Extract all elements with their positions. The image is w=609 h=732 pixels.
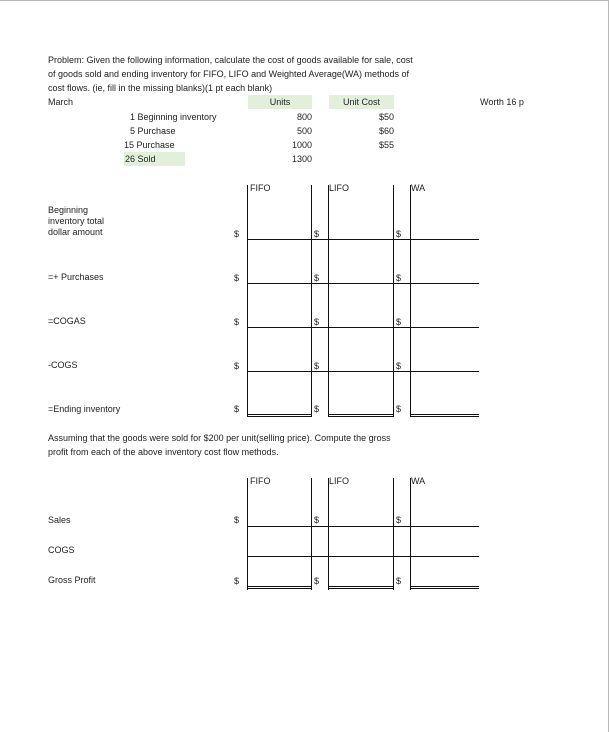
assumption-line-1: Assuming that the goods were sold for $200 per unit(selling price). Compute the gross bbox=[48, 433, 391, 443]
profit-cogs-fifo-blank[interactable] bbox=[247, 556, 311, 557]
sales-lifo-dollar: $ bbox=[314, 515, 320, 525]
beginning-label-1: Beginning bbox=[48, 205, 89, 215]
row-purchase-15-cost: $55 bbox=[378, 140, 394, 150]
profit-wa-left-line bbox=[410, 478, 411, 590]
gross-lifo-blank[interactable] bbox=[328, 586, 393, 589]
problem-line-2: of goods sold and ending inventory for FIFO, LIFO and Weighted Average(WA) methods of bbox=[48, 69, 410, 79]
sales-wa-blank[interactable] bbox=[393, 526, 479, 527]
sales-wa-dollar: $ bbox=[396, 515, 402, 525]
cogs-fifo-blank[interactable] bbox=[247, 371, 311, 372]
cogs-wa-dollar: $ bbox=[396, 361, 402, 371]
cogs-lifo-blank[interactable] bbox=[311, 371, 393, 372]
profit-cogs-wa-blank[interactable] bbox=[393, 556, 479, 557]
assumption-line-2: profit from each of the above inventory cost flow methods. bbox=[48, 447, 279, 457]
beginning-fifo-dollar: $ bbox=[234, 229, 240, 239]
inv-header-fifo: FIFO bbox=[250, 183, 271, 193]
row-purchase-15-label: 15 Purchase bbox=[124, 140, 175, 150]
row-purchase-5-cost: $60 bbox=[378, 126, 394, 136]
ending-wa-dollar: $ bbox=[396, 404, 402, 414]
sales-label: Sales bbox=[48, 515, 71, 525]
row-purchase-5-label: 5 Purchase bbox=[130, 126, 176, 136]
profit-lifo-right-line bbox=[393, 478, 394, 590]
cogs-label: -COGS bbox=[48, 360, 78, 370]
purchases-fifo-blank[interactable] bbox=[247, 283, 311, 284]
beginning-wa-dollar: $ bbox=[396, 229, 402, 239]
cogas-wa-blank[interactable] bbox=[393, 327, 479, 328]
cogas-lifo-dollar: $ bbox=[314, 317, 320, 327]
profit-cogs-lifo-blank[interactable] bbox=[311, 556, 393, 557]
wa-column-left-line bbox=[410, 185, 411, 417]
ending-fifo-dollar: $ bbox=[234, 404, 240, 414]
lifo-column-right-line bbox=[393, 185, 394, 417]
units-header: Units bbox=[269, 97, 291, 107]
purchases-wa-dollar: $ bbox=[396, 273, 402, 283]
cogas-fifo-dollar: $ bbox=[234, 317, 240, 327]
row-sold-label: 26 Sold bbox=[125, 154, 156, 164]
beginning-label-2: inventory total bbox=[48, 216, 105, 226]
profit-lifo-left-line bbox=[328, 478, 329, 590]
row-beginning-cost: $50 bbox=[378, 112, 394, 122]
profit-cogs-label: COGS bbox=[48, 545, 75, 555]
month-label: March bbox=[48, 97, 74, 107]
inv-header-wa: WA bbox=[411, 183, 426, 193]
problem-line-3: cost flows. (ie, fill in the missing blanks)(1 pt each blank) bbox=[48, 83, 273, 93]
gross-lifo-dollar: $ bbox=[314, 576, 320, 586]
fifo-column-right-line bbox=[311, 185, 312, 417]
profit-fifo-left-line bbox=[247, 478, 248, 590]
row-sold-units: 1300 bbox=[291, 154, 312, 164]
purchases-lifo-dollar: $ bbox=[314, 273, 320, 283]
beginning-wa-blank[interactable] bbox=[393, 239, 479, 240]
gross-profit-label: Gross Profit bbox=[48, 575, 96, 585]
worth-label: Worth 16 p bbox=[480, 97, 524, 107]
cogas-lifo-blank[interactable] bbox=[311, 327, 393, 328]
purchases-fifo-dollar: $ bbox=[234, 273, 240, 283]
gross-wa-dollar: $ bbox=[396, 576, 402, 586]
problem-line-1: Problem: Given the following information, calculate the cost of goods available for sale, cost bbox=[48, 55, 413, 65]
purchases-label: =+ Purchases bbox=[48, 272, 104, 282]
sales-fifo-blank[interactable] bbox=[247, 526, 311, 527]
ending-lifo-blank[interactable] bbox=[328, 414, 393, 417]
fifo-column-left-line bbox=[247, 185, 248, 417]
ending-fifo-blank[interactable] bbox=[247, 414, 311, 417]
gross-fifo-blank[interactable] bbox=[247, 586, 311, 589]
cogs-wa-blank[interactable] bbox=[393, 371, 479, 372]
ending-inventory-label: =Ending inventory bbox=[48, 404, 121, 414]
profit-fifo-right-line bbox=[311, 478, 312, 590]
cogas-fifo-blank[interactable] bbox=[247, 327, 311, 328]
profit-header-fifo: FIFO bbox=[250, 476, 271, 486]
row-purchase-5-units: 500 bbox=[296, 126, 312, 136]
purchases-wa-blank[interactable] bbox=[393, 283, 479, 284]
ending-wa-blank[interactable] bbox=[410, 414, 479, 417]
inv-header-lifo: LIFO bbox=[329, 183, 350, 193]
unit-cost-header: Unit Cost bbox=[342, 97, 380, 107]
row-beginning-units: 800 bbox=[296, 112, 312, 122]
cogas-label: =COGAS bbox=[48, 316, 86, 326]
beginning-label-3: dollar amount bbox=[48, 227, 103, 237]
beginning-fifo-blank[interactable] bbox=[247, 239, 311, 240]
cogs-fifo-dollar: $ bbox=[234, 361, 240, 371]
cogs-lifo-dollar: $ bbox=[314, 361, 320, 371]
cogas-wa-dollar: $ bbox=[396, 317, 402, 327]
beginning-lifo-dollar: $ bbox=[314, 229, 320, 239]
purchases-lifo-blank[interactable] bbox=[311, 283, 393, 284]
lifo-column-left-line bbox=[328, 185, 329, 417]
profit-header-lifo: LIFO bbox=[329, 476, 350, 486]
page-border-top bbox=[0, 0, 608, 1]
ending-lifo-dollar: $ bbox=[314, 404, 320, 414]
row-beginning-label: 1 Beginning inventory bbox=[130, 112, 217, 122]
profit-header-wa: WA bbox=[411, 476, 426, 486]
sales-fifo-dollar: $ bbox=[234, 515, 240, 525]
sales-lifo-blank[interactable] bbox=[311, 526, 393, 527]
gross-wa-blank[interactable] bbox=[410, 586, 479, 589]
beginning-lifo-blank[interactable] bbox=[311, 239, 393, 240]
row-purchase-15-units: 1000 bbox=[291, 140, 312, 150]
gross-fifo-dollar: $ bbox=[234, 576, 240, 586]
